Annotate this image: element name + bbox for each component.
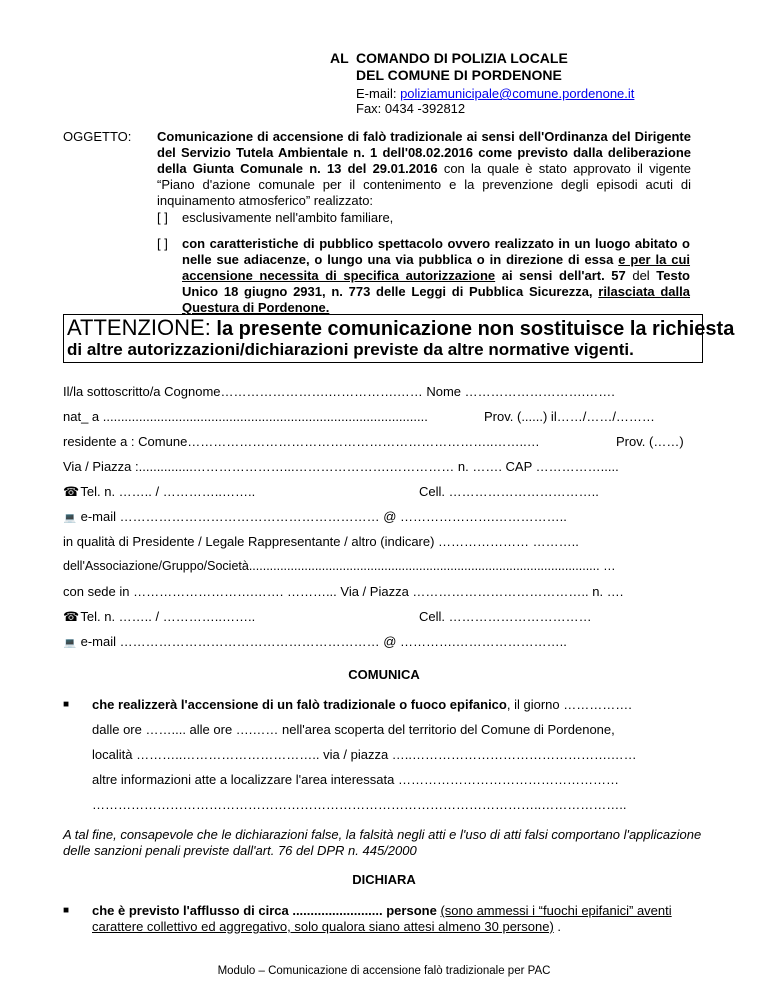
cell-sede-field[interactable]: Cell. …………………………… — [419, 609, 592, 624]
email-sede-field[interactable]: e-mail …………………………………………………… @ ………….…………………….. — [77, 634, 567, 649]
comunica-day[interactable]: , il giorno ……………. — [506, 697, 632, 712]
comunica-dotted-line[interactable]: …………………………………………………………………………………………..……………….. — [92, 797, 627, 812]
email-link[interactable]: poliziamunicipale@comune.pordenone.it — [400, 86, 635, 101]
page-footer: Modulo – Comunicazione di accensione falò tradizionale per PAC — [217, 965, 551, 977]
comunica-localita[interactable]: località ………..………………………….. via / piazza …..……………………………………….…… — [92, 747, 637, 762]
dichiara-bold[interactable]: che è previsto l'afflusso di circa ......................... persone — [92, 903, 437, 918]
row-telefono-sede[interactable] — [63, 609, 703, 625]
bullet-icon: ■ — [63, 699, 70, 710]
phone-field[interactable]: Tel. n. …….. / …………..…….. — [77, 484, 256, 499]
comunica-bold: che realizzerà l'accensione di un falò tradizionale o fuoco epifanico — [92, 697, 507, 712]
option1-label: esclusivamente nell'ambito familiare, — [182, 210, 394, 225]
row-email[interactable] — [63, 509, 703, 524]
comunica-line1[interactable] — [92, 697, 702, 713]
cell-field[interactable]: Cell. …………………………….. — [419, 484, 599, 499]
attenzione-box — [63, 314, 735, 363]
computer-icon: 💻 — [63, 638, 77, 649]
birthplace-field[interactable]: nat_ a .......................................................................................... — [63, 409, 428, 424]
row-nascita[interactable] — [63, 409, 703, 424]
attenzione-title: ATTENZIONE: — [67, 315, 211, 340]
dichiarazione-avviso: A tal fine, consapevole che le dichiarazioni false, la falsità negli atti e l'uso di atti falsi comportano l'applicazione delle sanzioni penali previste dall'art. 76 del DPR n. 445/2000 — [63, 827, 702, 858]
dichiara-end: . — [553, 919, 562, 934]
email-field[interactable]: e-mail …………………………………………………… @ ………………….…………….. — [77, 509, 567, 524]
option2-part-a: con caratteristiche di pubblico spettacolo ovvero realizzato in un luogo abitato o nelle sue adiacenze, o lungo una via pubblica o in direzione di essa — [182, 236, 690, 267]
option1-checkbox[interactable]: [ ] — [157, 210, 168, 225]
row-residenza[interactable] — [63, 434, 703, 449]
computer-icon: 💻 — [63, 513, 77, 524]
header-line2: DEL COMUNE DI PORDENONE — [356, 67, 562, 83]
header-prefix: AL — [330, 50, 349, 66]
comunica-altre-info[interactable]: altre informazioni atte a localizzare l'area interessata …………………………………………… — [92, 772, 619, 787]
header-fax: Fax: 0434 -392812 — [356, 101, 466, 116]
phone-sede-field[interactable]: Tel. n. …….. / …………..…….. — [77, 609, 256, 624]
option2-del: del — [632, 268, 650, 283]
oggetto-label: OGGETTO: — [63, 129, 132, 144]
row-email-sede[interactable] — [63, 634, 703, 649]
bullet-icon: ■ — [63, 905, 70, 916]
phone-icon: ☎ — [63, 609, 80, 624]
option2-underline-1: e per la cui accensione necessita di specifica autorizzazione — [182, 252, 691, 283]
row-qualita[interactable]: in qualità di Presidente / Legale Rappresentante / altro (indicare) ………………… ……….. — [63, 534, 579, 549]
header-email-row — [356, 86, 634, 101]
dichiara-note: (sono ammessi i “fuochi epifanici” aventi carattere collettivo ed aggregativo, solo qualora siano attesi almeno 30 persone) — [92, 903, 672, 934]
dichiara-heading: DICHIARA — [352, 872, 416, 887]
comunica-heading: COMUNICA — [348, 667, 420, 682]
phone-icon: ☎ — [63, 484, 80, 499]
header-line1: COMANDO DI POLIZIA LOCALE — [356, 50, 568, 66]
residence-comune-field[interactable]: residente a : Comune……………………………………………………………..……..… — [63, 434, 540, 449]
oggetto-bold: Comunicazione di accensione di falò tradizionale ai sensi dell'Ordinanza del Dirigente del Servizio Tutela Ambientale n. 1 dell'08.02.2016 come previsto dalla deliberazione della Giunta Comunale n. 13 del 29.01.2016 — [157, 129, 691, 176]
email-label: E-mail: — [356, 86, 401, 101]
option2-label — [182, 236, 690, 316]
row-via-cap[interactable]: Via / Piazza :...............…………………...………………….…………… n. ……. CAP ……………..... — [63, 459, 619, 474]
attenzione-text1: la presente comunicazione non sostituisce la richiesta — [210, 318, 735, 340]
option2-part-c: Testo Unico 18 giugno 2931, n. 773 delle Leggi di Pubblica Sicurezza, — [182, 268, 690, 299]
row-sede[interactable]: con sede in ……………………….……. ………... Via / Piazza ………………………………….. n. …. — [63, 584, 624, 599]
row-cognome-nome[interactable]: Il/la sottoscritto/a Cognome…………………….…………….…… Nome ……………………….……. — [63, 384, 615, 399]
comunica-ore[interactable]: dalle ore …….... alle ore ….…… nell'area scoperta del territorio del Comune di Pordenone, — [92, 722, 615, 737]
row-associazione[interactable]: dell'Associazione/Gruppo/Società..................................................................................................... … — [63, 559, 616, 573]
residence-prov-field[interactable]: Prov. (……) — [616, 434, 684, 449]
oggetto-normal: con la quale è stato approvato il vigente “Piano d'azione comunale per il contenimento e la prevenzione degli episodi acuti di inquinamento atmosferico” realizzato: — [157, 161, 691, 208]
option2-part-b: ai sensi dell'art. 57 — [495, 268, 633, 283]
oggetto-text — [157, 129, 691, 209]
birth-prov-date-field[interactable]: Prov. (......) il……/……/……… — [484, 409, 655, 424]
option2-underline-2: rilasciata dalla Questura di Pordenone. — [182, 284, 690, 315]
attenzione-line1 — [67, 315, 735, 340]
row-telefono[interactable] — [63, 484, 703, 500]
option2-checkbox[interactable]: [ ] — [157, 236, 168, 251]
attenzione-line2: di altre autorizzazioni/dichiarazioni previste da altre normative vigenti. — [67, 340, 634, 359]
dichiara-text[interactable] — [92, 903, 702, 935]
